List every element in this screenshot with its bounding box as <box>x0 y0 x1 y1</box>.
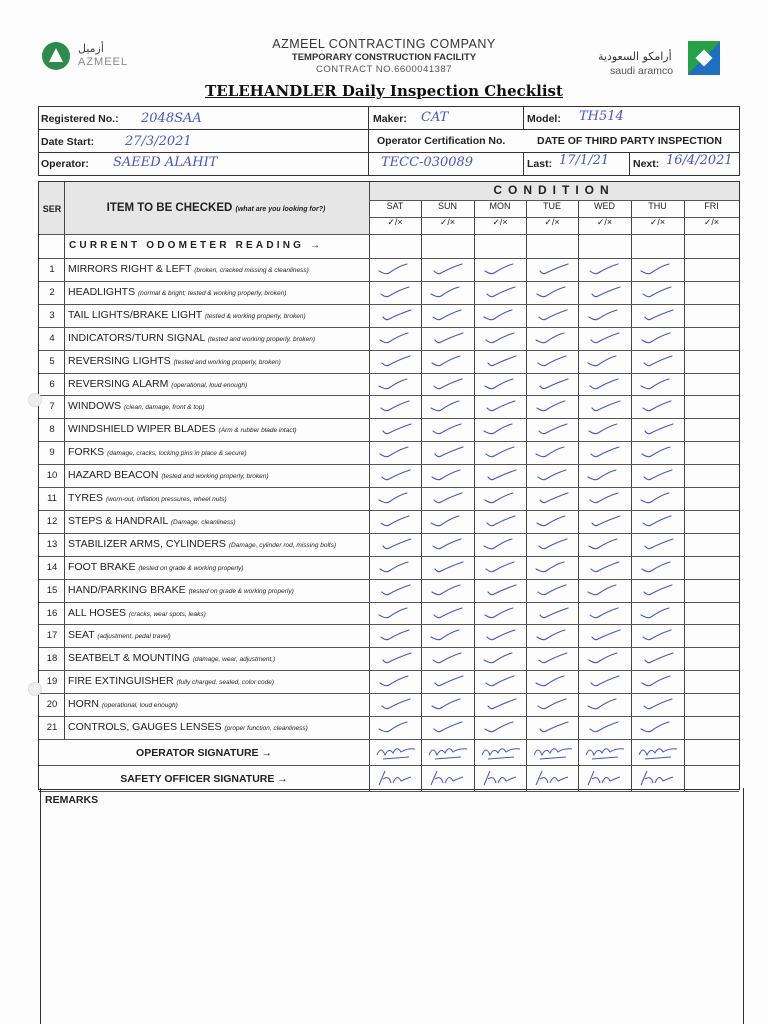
check-mark-icon[interactable] <box>369 441 421 464</box>
item-name <box>68 446 247 458</box>
item-name-text: FOOT BRAKE <box>68 560 139 573</box>
tick-legend: ✓/× <box>544 217 560 227</box>
check-mark-icon[interactable] <box>526 304 578 327</box>
date-start-label: Date Start: <box>41 136 95 148</box>
check-mark-icon[interactable] <box>421 395 474 418</box>
tick-legend: ✓/× <box>596 217 613 227</box>
item-name-text: TYRES <box>68 492 106 504</box>
operator-signature-icon[interactable] <box>474 739 526 765</box>
check-mark-icon[interactable] <box>578 647 631 670</box>
check-mark-icon[interactable] <box>369 647 421 670</box>
item-number: 18 <box>46 653 58 665</box>
check-mark-icon[interactable] <box>631 304 684 327</box>
operator-cert-value[interactable]: TECC-030089 <box>381 155 474 170</box>
registered-no-label: Registered No.: <box>41 113 119 125</box>
next-inspection-value[interactable]: 16/4/2021 <box>666 153 733 168</box>
item-number: 9 <box>49 447 55 459</box>
item-number: 7 <box>49 401 55 413</box>
check-mark-icon[interactable] <box>369 602 421 625</box>
item-number: 20 <box>46 699 58 711</box>
item-name-text: REVERSING LIGHTS <box>68 354 174 367</box>
check-mark-icon[interactable] <box>578 510 631 533</box>
item-name <box>68 286 286 298</box>
check-mark-icon[interactable] <box>631 327 684 350</box>
check-mark-icon[interactable] <box>474 441 526 464</box>
aramco-logo-text: saudi aramco <box>610 65 674 77</box>
check-mark-icon[interactable] <box>526 693 578 716</box>
item-description: (tested on grade & working properly) <box>138 564 244 572</box>
last-inspection-label: Last: <box>527 158 553 170</box>
item-number: 17 <box>46 630 58 642</box>
check-mark-icon[interactable] <box>578 556 631 579</box>
grid-column-line <box>684 200 685 791</box>
operator-value[interactable]: SAEED ALAHIT <box>113 155 218 170</box>
check-mark-icon[interactable] <box>526 533 578 556</box>
item-name-text: WINDOWS <box>68 400 124 413</box>
check-mark-icon[interactable] <box>578 395 631 418</box>
remarks-section[interactable] <box>40 788 744 1024</box>
check-mark-icon[interactable] <box>421 441 474 464</box>
check-mark-icon[interactable] <box>526 281 578 304</box>
check-mark-icon[interactable] <box>631 693 684 716</box>
safety-officer-signature-icon[interactable] <box>631 765 684 791</box>
model-value[interactable]: TH514 <box>579 109 624 124</box>
check-mark-icon[interactable] <box>526 579 578 602</box>
facility-name: TEMPORARY CONSTRUCTION FACILITY <box>291 52 477 63</box>
check-mark-icon[interactable] <box>421 258 474 281</box>
check-mark-icon[interactable] <box>421 556 474 579</box>
check-mark-icon[interactable] <box>421 281 474 304</box>
check-mark-icon[interactable] <box>578 533 631 556</box>
odometer-label: CURRENT ODOMETER READING → <box>69 240 324 251</box>
check-mark-icon[interactable] <box>369 533 421 556</box>
item-name <box>68 423 297 435</box>
check-mark-icon[interactable] <box>631 441 684 464</box>
check-mark-icon[interactable] <box>631 647 684 670</box>
contract-number: CONTRACT NO.6600041387 <box>316 64 452 75</box>
tick-legend: ✓/× <box>649 217 666 227</box>
check-mark-icon[interactable] <box>474 304 526 327</box>
item-description: (fully charged, sealed, color code) <box>176 679 275 687</box>
check-mark-icon[interactable] <box>474 258 526 281</box>
check-mark-icon[interactable] <box>421 350 474 373</box>
grid-column-line <box>64 182 65 739</box>
page-header <box>0 30 768 85</box>
check-mark-icon[interactable] <box>631 624 684 647</box>
check-mark-icon[interactable] <box>578 350 631 373</box>
check-mark-icon[interactable] <box>631 556 684 579</box>
maker-value[interactable]: CAT <box>421 110 449 125</box>
check-mark-icon[interactable] <box>421 487 474 510</box>
operator-signature-icon[interactable] <box>526 739 578 765</box>
item-name-text: MIRRORS RIGHT & LEFT <box>68 263 195 275</box>
item-name-text: INDICATORS/TURN SIGNAL <box>68 331 208 344</box>
check-mark-icon[interactable] <box>631 258 684 281</box>
check-mark-icon[interactable] <box>421 602 474 625</box>
registered-no-value[interactable]: 2048SAA <box>141 111 202 126</box>
grid-row-line <box>39 234 739 235</box>
item-description: (broken, cracked missing & cleanliness) <box>194 267 309 274</box>
check-mark-icon[interactable] <box>369 464 421 487</box>
check-mark-icon[interactable] <box>526 670 578 693</box>
check-mark-icon[interactable] <box>369 373 421 396</box>
item-description: (worn-out, inflation pressures, wheel nuts) <box>105 496 227 503</box>
check-mark-icon[interactable] <box>474 350 526 373</box>
document-title: TELEHANDLER Daily Inspection Checklist <box>205 82 563 100</box>
check-mark-icon[interactable] <box>578 579 631 602</box>
item-name <box>68 538 336 550</box>
check-mark-icon[interactable] <box>631 487 684 510</box>
check-mark-icon[interactable] <box>421 304 474 327</box>
item-number: 13 <box>46 538 58 550</box>
item-description: (tested & working properly, broken) <box>204 312 306 320</box>
tick-legend: ✓/× <box>703 217 720 227</box>
inspection-grid <box>38 181 740 790</box>
check-mark-icon[interactable] <box>526 327 578 350</box>
check-mark-icon[interactable] <box>474 533 526 556</box>
item-number: 12 <box>46 515 58 527</box>
item-name-text: CONTROLS, GAUGES LENSES <box>68 721 225 733</box>
check-mark-icon[interactable] <box>474 418 526 441</box>
check-mark-icon[interactable] <box>578 693 631 716</box>
item-name <box>68 400 205 412</box>
item-name-text: TAIL LIGHTS/BRAKE LIGHT <box>68 308 205 321</box>
check-mark-icon[interactable] <box>631 373 684 396</box>
item-name <box>68 652 275 664</box>
check-mark-icon[interactable] <box>474 464 526 487</box>
safety-officer-signature-icon[interactable] <box>369 765 421 791</box>
check-mark-icon[interactable] <box>578 602 631 625</box>
azmeel-logo-text: AZMEEL <box>78 56 129 68</box>
check-mark-icon[interactable] <box>474 670 526 693</box>
check-mark-icon[interactable] <box>474 487 526 510</box>
tick-legend: ✓/× <box>492 217 508 227</box>
check-mark-icon[interactable] <box>369 556 421 579</box>
item-name-text: HAND/PARKING BRAKE <box>68 583 189 596</box>
check-mark-icon[interactable] <box>421 579 474 602</box>
item-description: (damage, wear, adjustment,) <box>192 656 276 664</box>
next-inspection-label: Next: <box>633 158 660 170</box>
check-mark-icon[interactable] <box>526 716 578 739</box>
check-mark-icon[interactable] <box>369 258 421 281</box>
check-mark-icon[interactable] <box>474 373 526 396</box>
check-mark-icon[interactable] <box>369 579 421 602</box>
check-mark-icon[interactable] <box>631 602 684 625</box>
item-name <box>68 721 308 733</box>
operator-label: Operator: <box>41 158 89 170</box>
item-description: (Damage, cylinder rod, missing bolts) <box>228 541 337 549</box>
item-name-text: FIRE EXTINGUISHER <box>68 675 177 688</box>
item-header-label: ITEM TO BE CHECKED <box>106 202 233 214</box>
day-header-mon: MON <box>489 201 511 211</box>
check-mark-icon[interactable] <box>369 670 421 693</box>
check-mark-icon[interactable] <box>421 327 474 350</box>
item-name-text: HAZARD BEACON <box>68 469 162 482</box>
item-number: 1 <box>49 264 55 275</box>
check-mark-icon[interactable] <box>526 464 578 487</box>
item-header-sub: (what are you looking for?) <box>235 206 326 213</box>
last-inspection-value[interactable]: 17/1/21 <box>559 153 610 168</box>
item-name <box>68 698 178 710</box>
item-name <box>68 263 309 275</box>
check-mark-icon[interactable] <box>578 441 631 464</box>
check-mark-icon[interactable] <box>474 327 526 350</box>
check-mark-icon[interactable] <box>578 670 631 693</box>
check-mark-icon[interactable] <box>474 624 526 647</box>
safety-officer-signature-icon[interactable] <box>474 765 526 791</box>
check-mark-icon[interactable] <box>369 281 421 304</box>
check-mark-icon[interactable] <box>526 602 578 625</box>
check-mark-icon[interactable] <box>578 624 631 647</box>
item-number: 11 <box>47 493 57 504</box>
item-description: (tested and working properly, broken) <box>161 473 269 481</box>
check-mark-icon[interactable] <box>369 624 421 647</box>
item-number: 8 <box>49 424 55 436</box>
item-description: (normal & bright; tested & working properly, broken) <box>138 289 287 297</box>
item-name <box>68 584 294 596</box>
operator-signature-label: OPERATOR SIGNATURE → <box>136 746 272 759</box>
item-description: (damage, cracks, locking pins in place & secure) <box>107 450 247 458</box>
item-name-text: SEAT <box>68 629 98 642</box>
remarks-label: REMARKS <box>45 794 99 806</box>
check-mark-icon[interactable] <box>369 693 421 716</box>
check-mark-icon[interactable] <box>369 327 421 350</box>
check-mark-icon[interactable] <box>369 716 421 739</box>
day-header-sun: SUN <box>437 201 457 211</box>
day-header-sat: SAT <box>386 201 404 211</box>
operator-signature-icon[interactable] <box>631 739 684 765</box>
item-description: (clean, damage, front & top) <box>124 404 205 412</box>
item-description: (operational, loud enough) <box>171 381 248 389</box>
check-mark-icon[interactable] <box>526 350 578 373</box>
item-header <box>65 202 367 214</box>
check-mark-icon[interactable] <box>369 487 421 510</box>
safety-officer-signature-icon[interactable] <box>526 765 578 791</box>
item-description: (operational, loud enough) <box>101 702 178 710</box>
item-description: (tested and working properly, broken) <box>207 335 316 343</box>
item-number: 21 <box>46 722 58 733</box>
date-start-value[interactable]: 27/3/2021 <box>125 134 192 149</box>
check-mark-icon[interactable] <box>578 281 631 304</box>
operator-signature-icon[interactable] <box>578 739 631 765</box>
item-name <box>68 607 206 619</box>
check-mark-icon[interactable] <box>474 510 526 533</box>
check-mark-icon[interactable] <box>421 418 474 441</box>
check-mark-icon[interactable] <box>578 258 631 281</box>
item-number: 10 <box>46 470 58 482</box>
check-mark-icon[interactable] <box>526 395 578 418</box>
operator-signature-icon[interactable] <box>369 739 421 765</box>
check-mark-icon[interactable] <box>369 350 421 373</box>
check-mark-icon[interactable] <box>526 647 578 670</box>
check-mark-icon[interactable] <box>474 556 526 579</box>
check-mark-icon[interactable] <box>421 624 474 647</box>
check-mark-icon[interactable] <box>526 510 578 533</box>
check-mark-icon[interactable] <box>631 670 684 693</box>
item-name <box>68 629 171 641</box>
day-header-fri: FRI <box>704 201 719 211</box>
check-mark-icon[interactable] <box>474 693 526 716</box>
item-name-text: HORN <box>68 698 102 711</box>
item-name-text: SEATBELT & MOUNTING <box>68 652 193 665</box>
check-mark-icon[interactable] <box>631 716 684 739</box>
item-number: 14 <box>46 561 58 573</box>
check-mark-icon[interactable] <box>421 464 474 487</box>
item-description: (Damage, cleanliness) <box>170 518 236 526</box>
item-name-text: REVERSING ALARM <box>68 377 172 390</box>
check-mark-icon[interactable] <box>578 418 631 441</box>
check-mark-icon[interactable] <box>578 464 631 487</box>
binder-hole <box>28 682 42 696</box>
item-description: (tested on grade & working properly) <box>188 587 294 595</box>
tick-legend: ✓/× <box>387 217 403 227</box>
check-mark-icon[interactable] <box>631 464 684 487</box>
safety-signature-label: SAFETY OFFICER SIGNATURE → <box>120 772 288 785</box>
item-description: (cracks, wear spots, leaks) <box>128 610 206 618</box>
binder-hole <box>28 393 42 407</box>
check-mark-icon[interactable] <box>369 304 421 327</box>
check-mark-icon[interactable] <box>474 579 526 602</box>
tick-legend: ✓/× <box>439 217 456 227</box>
item-number: 2 <box>49 286 55 298</box>
item-name-text: ALL HOSES <box>68 606 129 619</box>
check-mark-icon[interactable] <box>421 510 474 533</box>
check-mark-icon[interactable] <box>474 281 526 304</box>
item-number: 19 <box>46 676 58 688</box>
check-mark-icon[interactable] <box>631 418 684 441</box>
item-name <box>68 675 274 687</box>
safety-officer-signature-icon[interactable] <box>578 765 631 791</box>
check-mark-icon[interactable] <box>526 441 578 464</box>
model-label: Model: <box>527 113 561 125</box>
item-name <box>68 492 227 504</box>
item-number: 5 <box>49 355 55 367</box>
item-number: 16 <box>46 607 58 619</box>
check-mark-icon[interactable] <box>474 647 526 670</box>
item-description: (proper function, cleanliness) <box>224 725 308 732</box>
check-mark-icon[interactable] <box>474 716 526 739</box>
item-number: 15 <box>46 584 58 596</box>
day-header-wed: WED <box>594 201 615 211</box>
check-mark-icon[interactable] <box>421 693 474 716</box>
check-mark-icon[interactable] <box>578 487 631 510</box>
item-number: 4 <box>49 332 55 344</box>
check-mark-icon[interactable] <box>578 716 631 739</box>
item-name <box>68 332 315 344</box>
item-name-text: HEADLIGHTS <box>68 285 139 298</box>
item-description: (adjustment, pedal travel) <box>97 633 171 641</box>
operator-signature-icon[interactable] <box>421 739 474 765</box>
item-name <box>68 515 236 527</box>
item-name <box>68 561 244 573</box>
item-name <box>68 378 247 390</box>
check-mark-icon[interactable] <box>369 395 421 418</box>
check-mark-icon[interactable] <box>421 716 474 739</box>
check-mark-icon[interactable] <box>526 258 578 281</box>
check-mark-icon[interactable] <box>474 602 526 625</box>
check-mark-icon[interactable] <box>526 418 578 441</box>
item-name <box>68 355 281 367</box>
check-mark-icon[interactable] <box>474 395 526 418</box>
aramco-logo <box>596 40 726 80</box>
maker-label: Maker: <box>373 113 407 125</box>
operator-cert-label: Operator Certification No. <box>377 135 506 147</box>
item-name-text: FORKS <box>68 446 108 459</box>
check-mark-icon[interactable] <box>526 373 578 396</box>
vehicle-info-box <box>38 106 740 176</box>
check-mark-icon[interactable] <box>421 533 474 556</box>
company-name: AZMEEL CONTRACTING COMPANY <box>272 37 496 51</box>
ser-header: SER <box>42 204 62 214</box>
third-party-inspection-label: DATE OF THIRD PARTY INSPECTION <box>537 135 722 147</box>
check-mark-icon[interactable] <box>578 327 631 350</box>
check-mark-icon[interactable] <box>526 487 578 510</box>
check-mark-icon[interactable] <box>369 510 421 533</box>
check-mark-icon[interactable] <box>631 533 684 556</box>
check-mark-icon[interactable] <box>631 395 684 418</box>
condition-header: CONDITION <box>493 183 615 197</box>
check-mark-icon[interactable] <box>631 281 684 304</box>
safety-officer-signature-icon[interactable] <box>421 765 474 791</box>
item-name <box>68 309 306 321</box>
aramco-logo-arabic: أرامكو السعودية <box>598 50 672 63</box>
day-header-thu: THU <box>648 201 667 211</box>
check-mark-icon[interactable] <box>369 418 421 441</box>
item-name <box>68 469 269 481</box>
check-mark-icon[interactable] <box>631 350 684 373</box>
check-mark-icon[interactable] <box>421 670 474 693</box>
item-name-text: WINDSHIELD WIPER BLADES <box>68 423 219 436</box>
check-mark-icon[interactable] <box>631 579 684 602</box>
check-mark-icon[interactable] <box>526 624 578 647</box>
item-name-text: STABILIZER ARMS, CYLINDERS <box>68 537 229 550</box>
day-header-tue: TUE <box>543 201 561 211</box>
item-name-text: STEPS & HANDRAIL <box>68 514 171 527</box>
check-mark-icon[interactable] <box>631 510 684 533</box>
check-mark-icon[interactable] <box>526 556 578 579</box>
check-mark-icon[interactable] <box>578 373 631 396</box>
aramco-logo-mark-icon <box>688 41 720 75</box>
item-number: 3 <box>49 309 55 321</box>
azmeel-logo-arabic: أزميل <box>78 42 104 55</box>
check-mark-icon[interactable] <box>421 647 474 670</box>
item-description: (Arm & rubber blade intact) <box>218 427 297 435</box>
check-mark-icon[interactable] <box>578 304 631 327</box>
item-description: (tested and working properly, broken) <box>173 358 281 366</box>
check-mark-icon[interactable] <box>421 373 474 396</box>
item-number: 6 <box>49 378 55 390</box>
